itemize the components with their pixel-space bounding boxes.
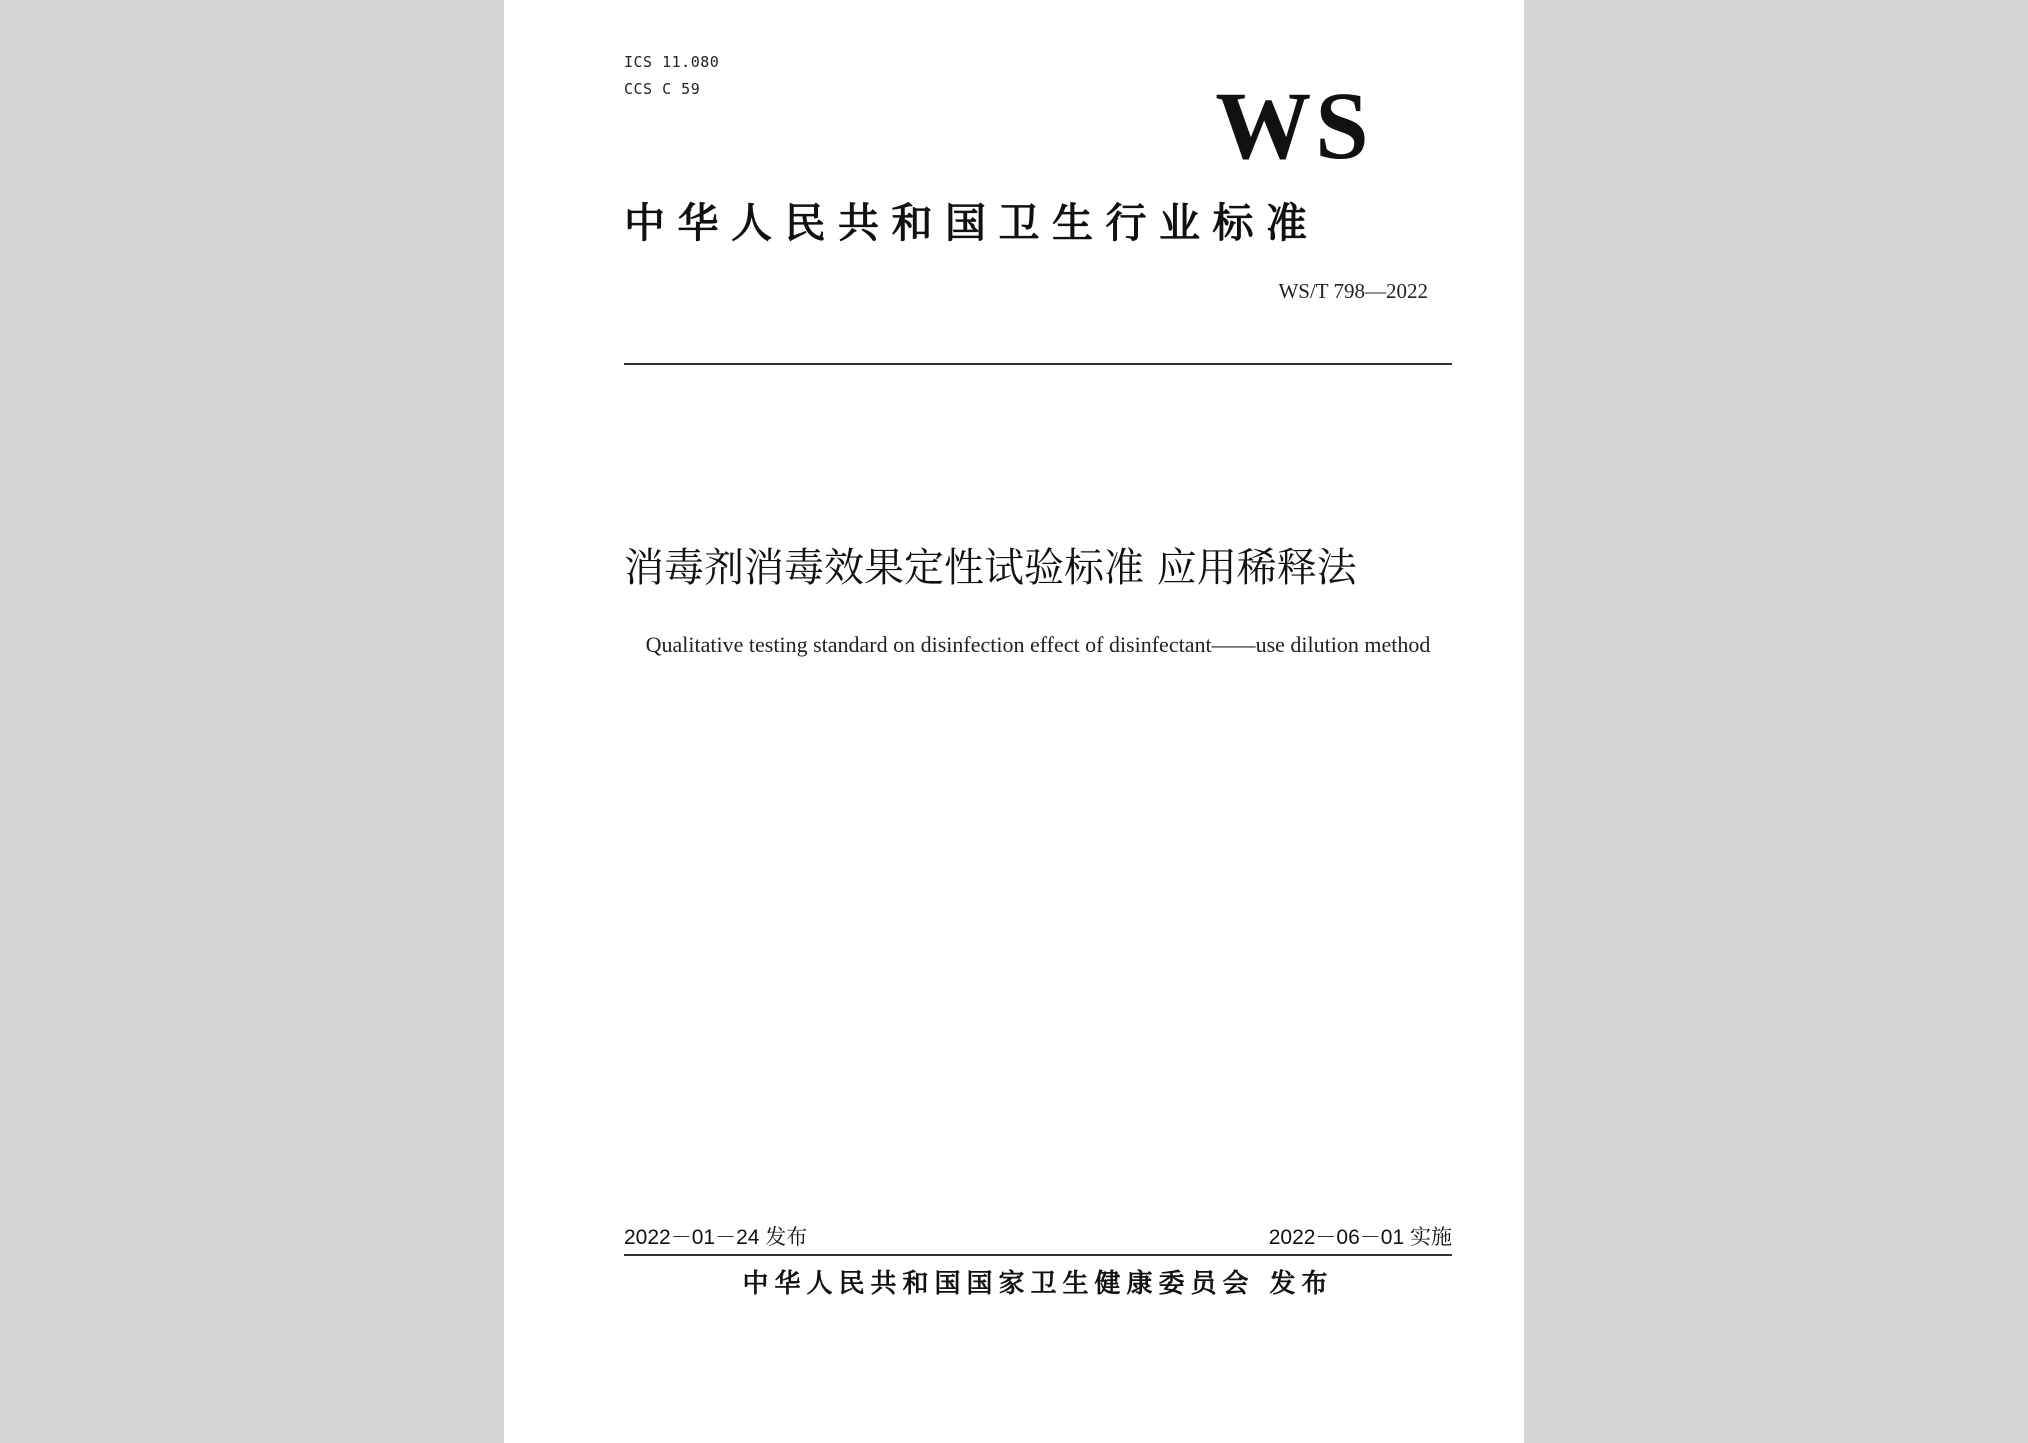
issuer: 中华人民共和国国家卫生健康委员会 发布 (742, 1269, 1334, 1299)
title-chinese: 消毒剂消毒效果定性试验标准 应用稀释法 (624, 545, 1357, 591)
header-divider (624, 363, 1452, 365)
standard-type: 中华人民共和国卫生行业标准 (624, 199, 1320, 247)
issue-date: 2022－01－24 发布 (624, 1226, 808, 1249)
ccs-code: CCS C 59 (624, 80, 701, 98)
standard-number: WS/T 798—2022 (1278, 279, 1428, 303)
ics-code: ICS 11.080 (624, 53, 720, 71)
document-page (504, 0, 1524, 1443)
date-row (624, 1221, 1452, 1253)
svg-text:WS: WS (1215, 80, 1373, 170)
ws-logo (1184, 80, 1404, 170)
implementation-date: 2022－06－01 实施 (1268, 1226, 1452, 1249)
title-english: Qualitative testing standard on disinfection effect of disinfectant——use dilution method (645, 632, 1431, 657)
date-divider (624, 1254, 1452, 1256)
